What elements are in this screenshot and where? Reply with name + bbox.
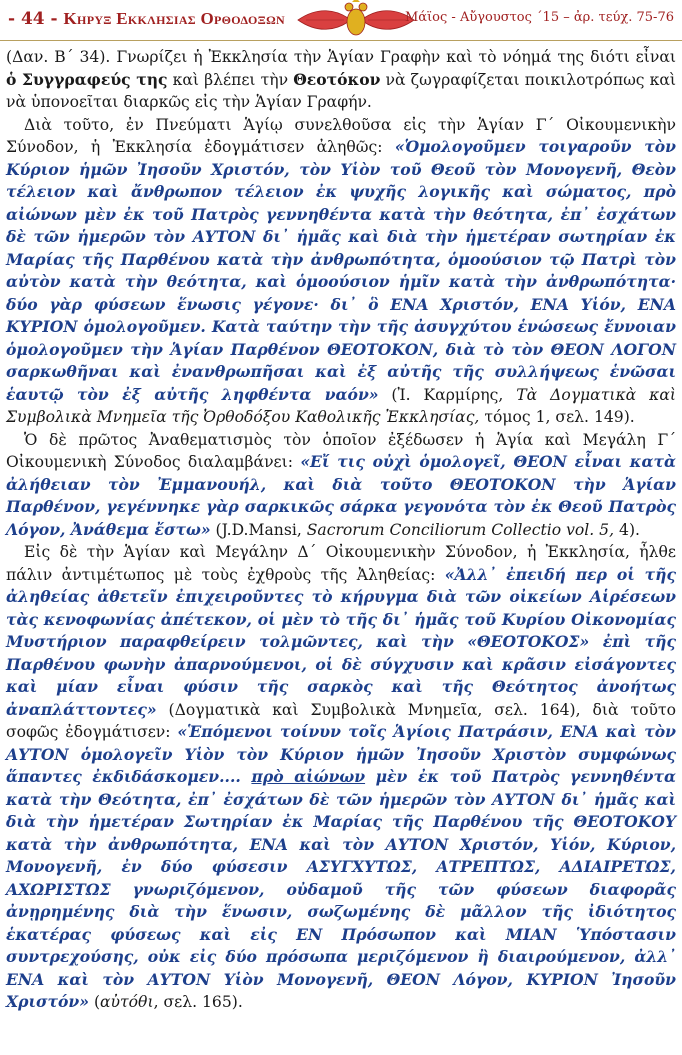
citation: ( bbox=[88, 993, 101, 1011]
text: νὰ ζωγραφίζεται ποικιλοτρόπως καὶ νὰ ὑπονοεῖται διαρκῶς εἰς τὴν Ἁγίαν Γραφήν. bbox=[6, 70, 676, 111]
quote: «Ἑπόμενοι τοίνυν τοῖς Ἁγίοις Πατράσιν, ΕΝΑ καὶ τὸν ΑΥΤΟΝ ὁμολογεῖν Υἱὸν τὸν Κύριον ἡμῶν Ἰησοῦν Χριστὸν συμφώνως ἅπαντες ἐκδιδάσκομεν.... bbox=[6, 722, 677, 786]
citation: (Δογματικὰ καὶ Συμβολικὰ Μνημεῖα, σελ. 164), διὰ τοῦτο σοφῶς ἐδογμάτισεν: bbox=[6, 700, 676, 741]
bold-text: Θεοτόκον bbox=[293, 69, 381, 89]
page-header bbox=[0, 0, 682, 41]
issue-info: Μάϊος - Αὔγουστος ΄15 – ἀρ. τεύχ. 75-76 bbox=[405, 10, 674, 25]
citation: (J.D.Mansi, bbox=[210, 520, 307, 539]
citation: (Ἰ. Καρμίρης, bbox=[378, 385, 517, 404]
quote: «Εἴ τις οὐχὶ ὁμολογεῖ, ΘΕΟΝ εἶναι κατὰ ἀλήθειαν τὸν Ἐμμανουήλ, καὶ διὰ τοῦτο ΘΕΟΤΟΚΟΝ τὴν Ἁγίαν Παρθένον, γεγέννηκε γὰρ σαρκικῶς σάρκα γεγονότα τὸν ἐκ Θεοῦ Πατρὸς Λόγον, Ἀνάθεμα ἔστω» bbox=[6, 452, 676, 539]
page-number-and-title bbox=[8, 9, 285, 29]
citation: 4). bbox=[614, 520, 640, 539]
quote: μὲν ἐκ τοῦ Πατρὸς γεννηθέντα κατὰ τὴν Θεότητα, ἐπ᾽ ἐσχάτων δὲ τῶν ἡμερῶν τὸν ΑΥΤΟΝ δι᾽ ἡμᾶς καὶ διὰ τὴν ἡμετέραν Σωτηρίαν ἐκ Μαρίας τῆς Παρθένου τῆς ΘΕΟΤΟΚΟΥ κατὰ τὴν ἀνθρωπότητα, ΕΝΑ καὶ τὸν ΑΥΤΟΝ Χριστόν, Υἱόν, Κύριον, Μονογενῆ, ἐν δύο φύσεσιν ΑΣΥΓΧΥΤΩΣ, ΑΤΡΕΠΤΩΣ, ΑΔΙΑΙΡΕΤΩΣ, ΑΧΩΡΙΣΤΩΣ γνωριζόμενον, οὐδαμοῦ τῆς τῶν φύσεων διαφορᾶς ἀνῃρημένης διὰ τὴν ἕνωσιν, σωζωμένης δὲ μᾶλλον τῆς ἰδιότητος ἑκατέρας φύσεως καὶ εἰς ΕΝ Πρόσωπον καὶ ΜΙΑΝ Ὑπόστασιν συντρεχούσης, οὐκ εἰς δύο πρόσωπα μεριζόμενον ἢ διαιρούμενον, ἀλλ᾽ ΕΝΑ καὶ τὸν ΑΥΤΟΝ Υἱὸν Μονογενῆ, ΘΕΟΝ Λόγον, ΚΥΡΙΟΝ Ἰησοῦν Χριστόν» bbox=[6, 767, 676, 1011]
citation-italic: Τὰ Δογματικὰ καὶ Συμβολικὰ Μνημεῖα τῆς Ὀρθοδόξου Καθολικῆς Ἐκκλησίας, bbox=[6, 385, 676, 426]
quote: «Ἀλλ᾽ ἐπειδή περ οἱ τῆς ἀληθείας ἀθετεῖν ἐπιχειροῦντες τὸ κήρυγμα διὰ τῶν οἰκείων Αἱρέσεων τὰς κενοφωνίας ἀπέτεκον, οἱ μὲν τὸ τῆς δι᾽ ἡμᾶς τοῦ Κυρίου Οἰκονομίας Μυστήριον παραφθείρειν τολμῶντες, καὶ τὴν «ΘΕΟΤΟΚΟΣ» ἐπὶ τῆς Παρθένου φωνὴν ἀπαρνούμενοι, οἱ δὲ σύγχυσιν καὶ κρᾶσιν εἰσάγοντες καὶ μίαν εἶναι φύσιν τῆς σαρκὸς καὶ τῆς Θεότητος ἀνοήτως ἀναπλάττοντες» bbox=[6, 564, 676, 719]
paragraph-3 bbox=[6, 429, 676, 542]
page-number: - 44 - bbox=[8, 9, 58, 29]
article-body bbox=[0, 41, 682, 1014]
text: Εἰς δὲ τὴν Ἁγίαν καὶ Μεγάλην Δ΄ Οἰκουμενικὴν Σύνοδον, ἡ Ἐκκλησία, ἦλθε πάλιν ἀντιμέτωπος μὲ τοὺς ἐχθροὺς τῆς Ἀληθείας: bbox=[6, 543, 676, 584]
text: Ὁ δὲ πρῶτος Ἀναθεματισμὸς τὸν ὁποῖον ἐξέδωσεν ἡ Ἁγία καὶ Μεγάλη Γ΄ Οἰκουμενικὴ Σύνοδος διαλαμβάνει: bbox=[6, 430, 676, 471]
citation-italic: αὐτόθι bbox=[100, 993, 154, 1011]
quote: «Ὁμολογοῦμεν τοιγαροῦν τὸν Κύριον ἡμῶν Ἰησοῦν Χριστόν, τὸν Υἱὸν τοῦ Θεοῦ τὸν Μονογενῆ, Θεὸν τέλειον καὶ ἄνθρωπον τέλειον ἐκ ψυχῆς λογικῆς καὶ σώματος, πρὸ αἰώνων μὲν ἐκ τοῦ Πατρὸς γεννηθέντα κατὰ τὴν θεότητα, ἐπ᾽ ἐσχάτων δὲ τῶν ἡμερῶν τὸν ΑΥΤΟΝ δι᾽ ἡμᾶς καὶ διὰ τὴν ἡμετέραν σωτηρίαν ἐκ Μαρίας τῆς Παρθένου κατὰ τὴν ἀνθρωπότητα, ὁμοούσιον τῷ Πατρὶ τὸν αὐτὸν κατὰ τὴν θεότητα, καὶ ὁμοούσιον ἡμῖν κατὰ τὴν ἀνθρωπότητα· δύο γὰρ φύσεων ἕνωσις γέγονε· δι᾽ ὃ ΕΝΑ Χριστόν, ΕΝΑ Υἱόν, ΕΝΑ ΚΥΡΙΟΝ ὁμολογοῦμεν. Κατὰ ταύτην τὴν τῆς ἀσυγχύτου ἑνώσεως ἔννοιαν ὁμολογοῦμεν τὴν Ἁγίαν Παρθένον ΘΕΟΤΟΚΟΝ, διὰ τὸ τὸν ΘΕΟΝ ΛΟΓΟΝ σαρκωθῆναι καὶ ἐνανθρωπῆσαι καὶ ἐξ αὐτῆς τῆς συλλήψεως ἑνῶσαι ἑαυτῷ τὸν ἐξ αὐτῆς ληφθέντα ναόν» bbox=[6, 137, 676, 404]
paragraph-1 bbox=[6, 46, 676, 114]
text: καὶ βλέπει τὴν bbox=[167, 70, 294, 89]
citation: τόμος 1, σελ. 149). bbox=[479, 408, 635, 426]
text: (Δαν. Β΄ 34). Γνωρίζει ἡ Ἐκκλησία τὴν Ἁγίαν Γραφὴν καὶ τὸ νόημά της διότι εἶναι bbox=[6, 48, 676, 66]
double-headed-eagle-icon bbox=[296, 0, 416, 40]
paragraph-2 bbox=[6, 114, 676, 429]
underlined-quote: πρὸ αἰώνων bbox=[251, 767, 366, 786]
text: Διὰ τοῦτο, ἐν Πνεύματι Ἁγίῳ συνελθοῦσα εἰς τὴν Ἁγίαν Γ΄ Οἰκουμενικὴν Σύνοδον, ἡ Ἐκκλησία ἐδογμάτισεν ἀληθῶς: bbox=[6, 115, 676, 156]
citation-italic: Sacrorum Conciliorum Collectio vol. 5, bbox=[306, 520, 615, 539]
paragraph-4 bbox=[6, 541, 676, 1014]
bold-text: ὁ Συγγραφεύς της bbox=[6, 69, 168, 89]
journal-title: Κηρυξ Εκκλησιας Ορθοδοξων bbox=[63, 9, 285, 28]
citation: , σελ. 165). bbox=[153, 993, 243, 1011]
